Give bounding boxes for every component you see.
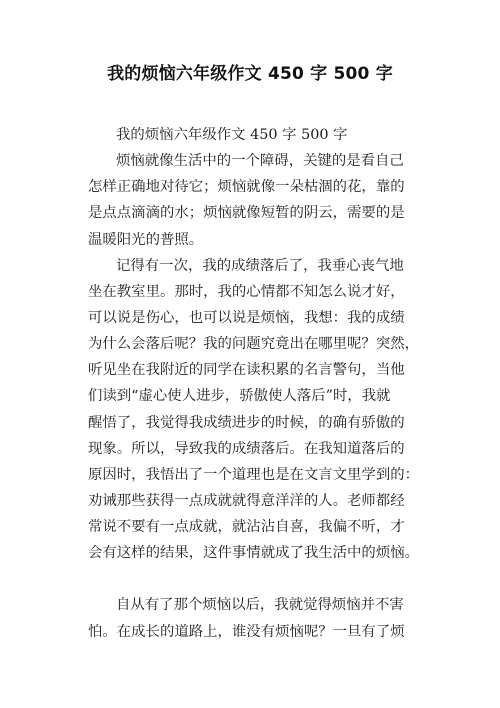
text-line: 记得有一次，我的成绩落后了，我垂心丧气地 bbox=[116, 257, 404, 274]
text-line: 可以说是伤心，也可以说是烦恼，我想：我的成绩 bbox=[88, 309, 405, 326]
text-line: 烦恼就像生活中的一个障碍，关键的是看自己 bbox=[116, 153, 404, 170]
text-line: 是点点滴滴的水；烦恼就像短暂的阴云，需要的是 bbox=[88, 205, 405, 222]
text-line: 醒悟了，我觉得我成绩进步的时候，的确有骄傲的 bbox=[88, 414, 405, 431]
text-line: 温暖阳光的普照。 bbox=[88, 231, 204, 248]
text-line: 劝诫那些获得一点成就就得意洋洋的人。老师都经 bbox=[88, 492, 405, 509]
text-line: 为什么会落后呢？我的问题究竟出在哪里呢？突然， bbox=[88, 336, 419, 353]
paragraph bbox=[88, 148, 438, 253]
text-line: 会有这样的结果，这件事情就成了我生活中的烦恼。 bbox=[88, 545, 419, 562]
text-line: 原因时，我悟出了一个道理也是在文言文里学到的： bbox=[88, 466, 419, 483]
document-body bbox=[88, 122, 438, 645]
text-line: 听见坐在我附近的同学在读积累的名言警句，当他 bbox=[88, 362, 405, 379]
text-line: 自从有了那个烦恼以后，我就觉得烦恼并不害 bbox=[116, 597, 404, 614]
paragraph-gap bbox=[88, 566, 438, 592]
text-line: 常说不要有一点成就，就沾沾自喜，我偏不听，才 bbox=[88, 519, 405, 536]
paragraph bbox=[88, 592, 438, 644]
paragraph bbox=[88, 122, 438, 148]
text-line: 怕。在成长的道路上，谁没有烦恼呢？一旦有了烦 bbox=[88, 623, 405, 640]
paragraph bbox=[88, 253, 438, 567]
text-line: 们读到“虚心使人进步，骄傲使人落后”时，我就 bbox=[88, 388, 391, 405]
text-line: 我的烦恼六年级作文 450 字 500 字 bbox=[116, 127, 348, 143]
document-title: 我的烦恼六年级作文 450 字 500 字 bbox=[107, 64, 393, 84]
text-line: 怎样正确地对待它；烦恼就像一朵枯涸的花，靠的 bbox=[88, 179, 405, 196]
text-line: 坐在教室里。那时，我的心情都不知怎么说才好， bbox=[88, 283, 405, 300]
text-line: 现象。所以，导致我的成绩落后。在我知道落后的 bbox=[88, 440, 405, 457]
